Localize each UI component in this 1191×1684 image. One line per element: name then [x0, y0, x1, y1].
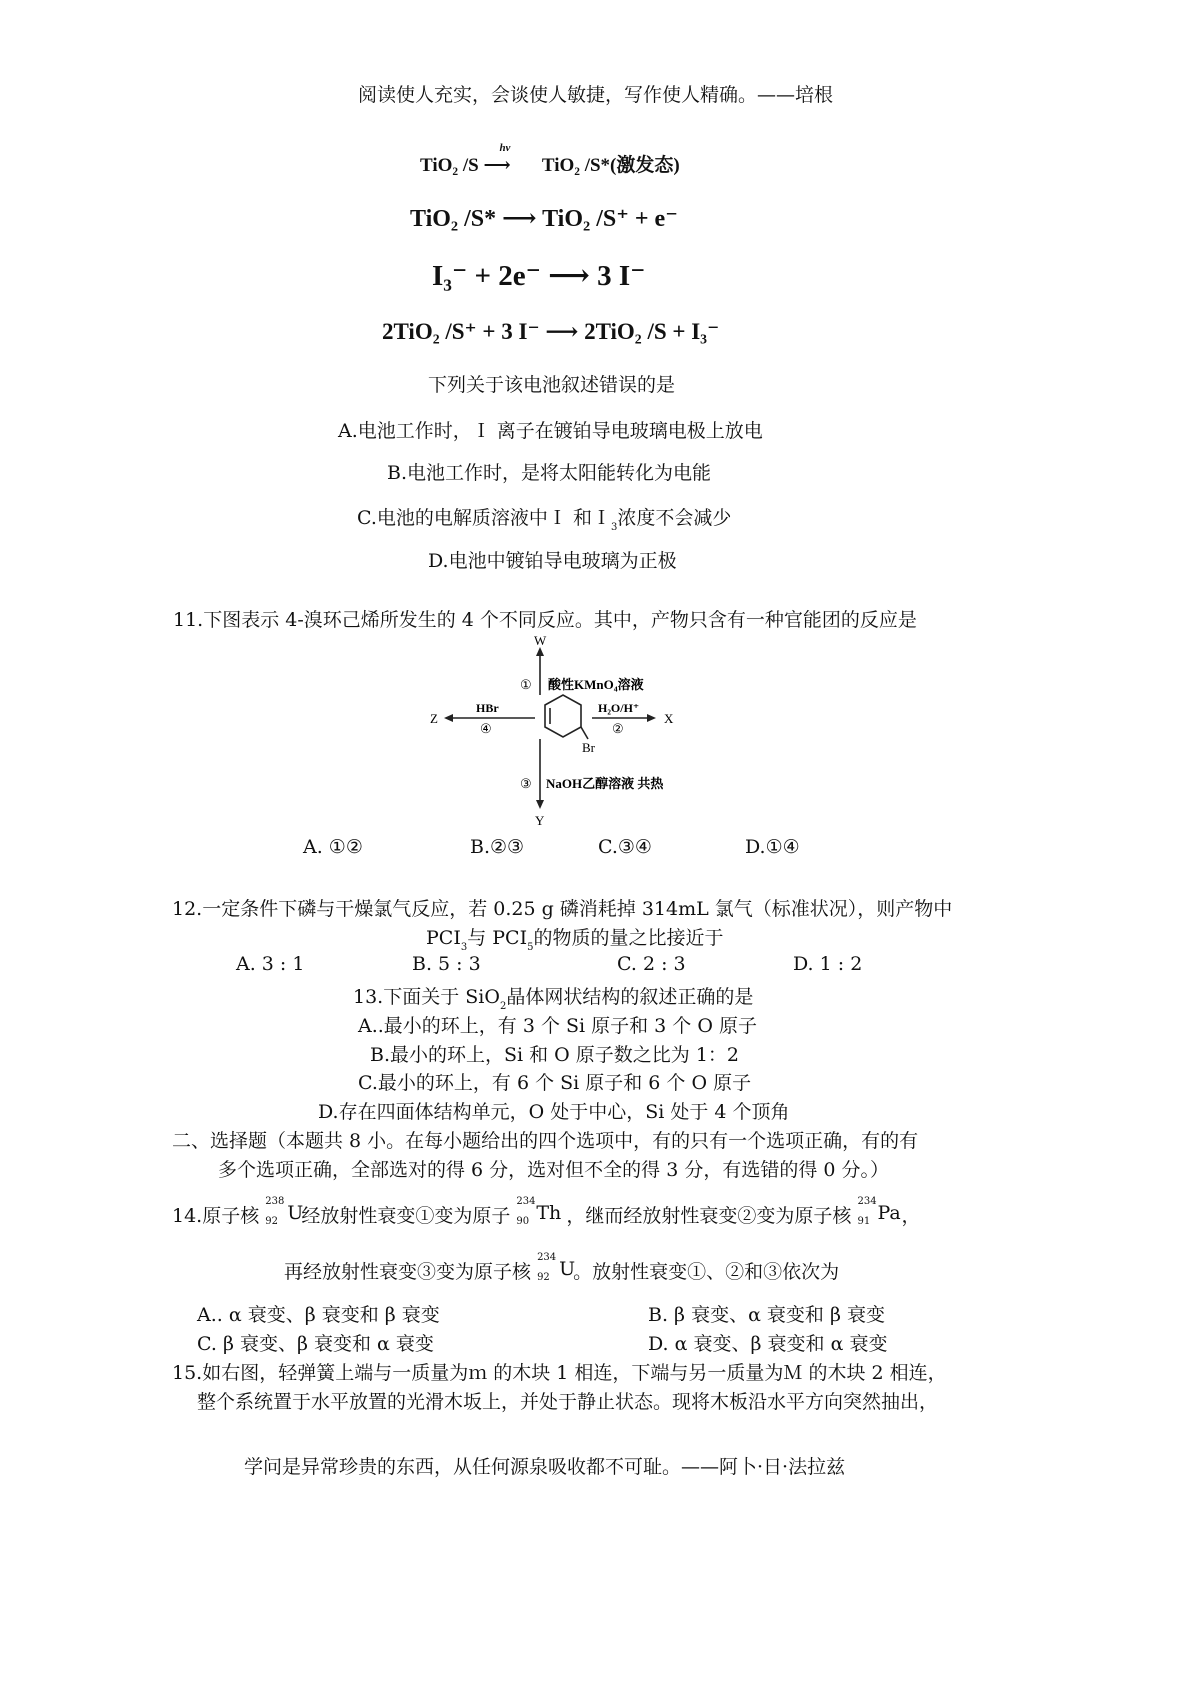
q14-text-2: 经放射性衰变①变为原子 [301, 1205, 511, 1227]
reaction-2-label: H₂O/H⁺ [598, 701, 640, 715]
reaction-2-num: ② [612, 721, 624, 736]
br-bond [581, 727, 588, 739]
q13-option-b: B.最小的环上，Si 和 O 原子数之比为 1：2 [370, 1044, 740, 1066]
q12-pcl5-sub: 5 [527, 942, 534, 953]
q12-pcl3: PCI [426, 927, 461, 949]
q14-option-c: C. β 衰变、β 衰变和 α 衰变 [197, 1333, 434, 1355]
q12-option-b: B. 5 : 3 [412, 953, 481, 975]
q10-option-c-sub: 3 [610, 522, 618, 533]
q12-option-a: A. 3 : 1 [236, 953, 305, 975]
q13-option-c: C.最小的环上，有 6 个 Si 原子和 6 个 O 原子 [358, 1072, 752, 1094]
q10-option-c-post: 浓度不会减少 [617, 507, 732, 529]
footer-quote: 学问是异常珍贵的东西，从任何源泉吸收都不可耻。——阿卜·日·法拉兹 [244, 1456, 846, 1478]
equation-1-left: TiO₂ /S [420, 155, 479, 176]
q15-line-2: 整个系统置于水平放置的光滑木坂上，并处于静止状态。现将木板沿水平方向突然抽出， [197, 1391, 939, 1413]
q15-line-1: 15.如右图，轻弹簧上端与一质量为ｍ 的木块 1 相连，下端与另一质量为Ｍ 的木块 2 相连， [172, 1362, 947, 1384]
q11-stem: 11.下图表示 4-溴环己烯所发生的 4 个不同反应。其中，产物只含有一种官能团的反应是 [173, 609, 917, 631]
equation-1 [420, 142, 680, 177]
q14-option-d: D. α 衰变、β 衰变和 α 衰变 [648, 1333, 888, 1355]
q13-stem [353, 982, 753, 1012]
section-2-line-1: 二、选择题（本题共 8 小。在每小题给出的四个选项中，有的只有一个选项正确，有的有 [172, 1130, 919, 1152]
product-y: Y [535, 813, 545, 828]
br-label: Br [582, 740, 595, 755]
q14-text-5: 再经放射性衰变③变为原子核 [284, 1261, 532, 1283]
q14-option-b: B. β 衰变、α 衰变和 β 衰变 [648, 1304, 885, 1326]
product-x: X [664, 711, 674, 726]
nuclide-u238: 238 92 U [265, 1196, 304, 1227]
arrow-up-head [536, 647, 544, 656]
q12-option-d: D. 1 : 2 [793, 953, 863, 975]
reaction-diagram [420, 635, 720, 830]
q13-stem-b: 晶体网状结构的叙述正确的是 [506, 986, 754, 1008]
q13-option-d: D.存在四面体结构单元，O 处于中心，Si 处于 4 个顶角 [318, 1101, 790, 1123]
reaction-1-label: 酸性KMnO₄溶液 [548, 677, 644, 692]
q12-option-c: C. 2 : 3 [617, 953, 686, 975]
equation-4: 2TiO₂ /S⁺ + 3 I⁻ ⟶ 2TiO₂ /S + I₃⁻ [382, 319, 720, 344]
q10-option-c [357, 503, 731, 533]
q11-option-b: B.②③ [470, 836, 525, 858]
equation-1-arrow-label: hν [499, 142, 511, 154]
reaction-4-label: HBr [476, 701, 499, 715]
equation-3: I₃⁻ + 2e⁻ ⟶ 3 I⁻ [432, 260, 646, 292]
product-w: W [534, 635, 547, 648]
q14-line-2 [284, 1252, 840, 1286]
q14-text-3: ，继而经放射性衰变②变为原子核 [566, 1205, 852, 1227]
q11-option-d: D.①④ [745, 836, 800, 858]
reaction-4-num: ④ [480, 721, 492, 736]
q13-stem-a: 13.下面关于 SiO [353, 986, 500, 1008]
q12-pcl3-sub: 3 [460, 942, 468, 953]
q13-option-a: A..最小的环上，有 3 个 Si 原子和 3 个 O 原子 [358, 1015, 757, 1037]
q13-stem-sub: 2 [499, 1001, 507, 1012]
reaction-1-num: ① [520, 677, 532, 692]
nuclide-u234: 234 92 U [537, 1252, 576, 1283]
q14-text-1: 14.原子核 [172, 1205, 260, 1227]
equation-1-arrow: hν ⟶ [483, 142, 511, 176]
arrow-right-head [647, 714, 656, 722]
q14-text-6: 。放射性衰变①、②和③依次为 [573, 1261, 840, 1283]
q12-line-2-end: 的物质的量之比接近于 [533, 927, 724, 949]
header-quote: 阅读使人充实，会谈使人敏捷，写作使人精确。——培根 [357, 84, 833, 106]
nuclide-th234: 234 90 Th [516, 1196, 562, 1227]
q12-pcl5: 与 PCI [467, 927, 528, 949]
q11-option-c: C.③④ [598, 836, 652, 858]
reaction-3-num: ③ [520, 776, 532, 791]
product-z: Z [430, 711, 438, 726]
arrow-down-head [536, 800, 544, 809]
q12-line-1: 12.一定条件下磷与干燥氯气反应，若 0.25 g 磷消耗掉 314mL 氯气（标准状况），则产物中 [172, 898, 953, 920]
arrow-left-head [444, 714, 453, 722]
q10-option-a: A.电池工作时，Ｉ 离子在镀铂导电玻璃电极上放电 [338, 420, 763, 442]
q14-line-1 [172, 1196, 921, 1230]
q10-option-d: D.电池中镀铂导电玻璃为正极 [428, 550, 677, 572]
reaction-3-label: NaOH乙醇溶液 共热 [546, 776, 664, 791]
section-2-line-2: 多个选项正确，全部选对的得 6 分，选对但不全的得 3 分，有选错的得 0 分。） [218, 1159, 890, 1181]
q10-stem: 下列关于该电池叙述错误的是 [428, 374, 676, 396]
q14-text-4: ， [901, 1205, 921, 1227]
equation-2: TiO₂ /S* ⟶ TiO₂ /S⁺ + e⁻ [410, 206, 678, 232]
q12-line-2 [426, 923, 723, 953]
q11-option-a: A. ①② [303, 836, 363, 858]
nuclide-pa234: 234 91 Pa [857, 1196, 901, 1227]
q10-option-c-text: C.电池的电解质溶液中Ｉ 和Ｉ [357, 507, 611, 529]
equation-1-right: TiO₂ /S*(激发态) [541, 155, 680, 176]
q14-option-a: A.. α 衰变、β 衰变和 β 衰变 [197, 1304, 440, 1326]
q10-option-b: B.电池工作时，是将太阳能转化为电能 [387, 462, 712, 484]
